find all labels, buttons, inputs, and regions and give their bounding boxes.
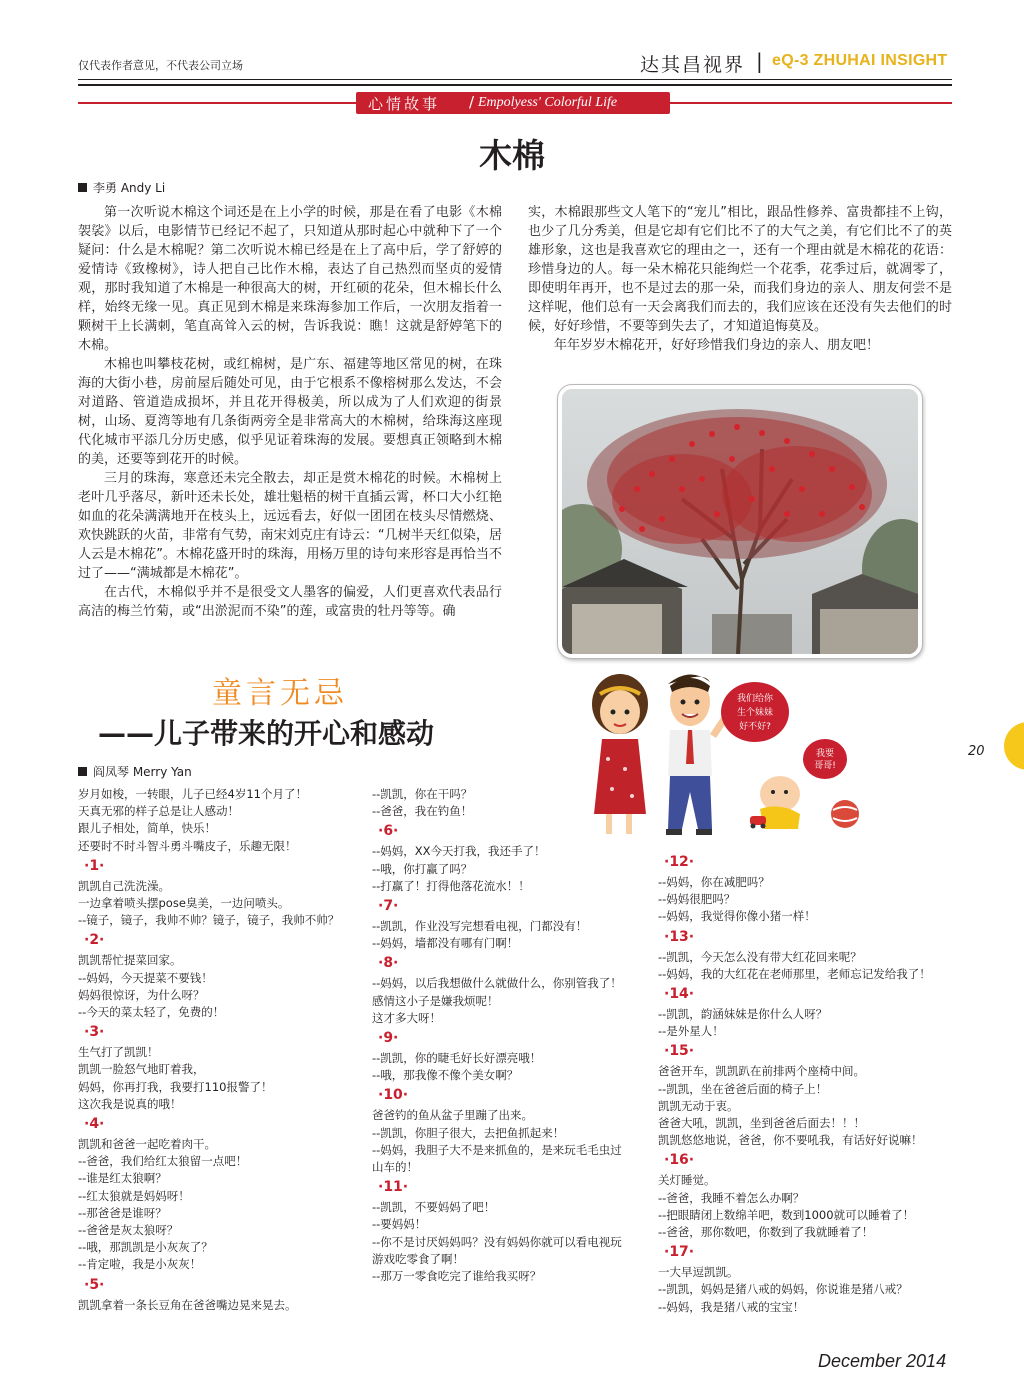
story-number: ·10· <box>378 1087 409 1104</box>
story-byline <box>78 763 192 780</box>
story-line: --要妈妈！ <box>372 1217 427 1232</box>
paragraph: 在古代，木棉似乎并不是很受文人墨客的偏爱，人们更喜欢代表品行高洁的梅兰竹菊，或“出淤泥而不染”的莲，或富贵的牡丹等等。确 <box>78 585 502 619</box>
story-line: 一大早逗凯凯。 <box>658 1265 739 1280</box>
story-number: ·15· <box>664 1043 695 1060</box>
story-line: --妈妈，以后我想做什么就做什么，你别管我了！ <box>372 976 622 991</box>
story-line: --那爸爸是谁呀？ <box>78 1205 167 1220</box>
kapok-tree-image <box>562 389 918 654</box>
story-line: --妈妈，我胆子大不是来抓鱼的，是来玩毛毛虫过 <box>372 1142 622 1157</box>
story-line: --妈妈，墙都没有哪有门啊！ <box>372 936 519 951</box>
story-line: 这才多大呀！ <box>372 1010 441 1025</box>
story-line: --妈妈，我觉得你像小猪一样！ <box>658 909 816 924</box>
paragraph: 三月的珠海，寒意还未完全散去，却正是赏木棉花的时候。木棉树上老叶几乎落尽，新叶还未长处，雄壮魁梧的树干直插云霄，杯口大小红艳如血的花朵满满地开在枝头上，远远看去，好似一团团在枝头尽情燃烧、欢快跳跃的火苗，非常有气势，南宋刘克庄有诗云：“几树半天红似染，居人云是木棉花”。木棉花盛开时的珠海，用杨万里的诗句来形容是再恰当不过了——“满城都是木棉花”。 <box>78 471 502 581</box>
story-line: 凯凯悠悠地说，爸爸，你不要吼我，有话好好说嘛！ <box>658 1133 923 1148</box>
issue-date: December 2014 <box>818 1351 947 1371</box>
story-title: 童言无忌 <box>212 676 348 711</box>
story-line: 爸爸开车，凯凯趴在前排两个座椅中间。 <box>658 1064 865 1079</box>
story-number: ·14· <box>664 986 695 1003</box>
author-name: 李勇 Andy Li <box>93 181 166 195</box>
story-line: 一边拿着喷头摆pose臭美，一边问喷头。 <box>78 896 290 911</box>
story-number: ·16· <box>664 1152 695 1169</box>
story-line: --今天的菜太轻了，免费的！ <box>78 1005 225 1020</box>
paragraph: 实，木棉跟那些文人笔下的“宠儿”相比，跟品性修养、富贵都挂不上钩，也少了几分秀美，但是它却有它们比不了的大气之美，有它们比不了的英雄形象，这也是我喜欢它的理由之一，还有一个理由就是木棉花的花语：珍惜身边的人。每一朵木棉花只能绚烂一个花季，花季过后，就凋零了，即使明年再开，也不是过去的那一朵，而我们身边的亲人、朋友何尝不是这样呢，他们总有一天会离我们而去的，我们应该在还没有失去他们的时候，好好珍惜，不要等到失去了，才知道追悔莫及。 <box>528 205 952 334</box>
story-line: 凯凯帮忙提菜回家。 <box>78 953 182 968</box>
paragraph: 第一次听说木棉这个词还是在上小学的时候，那是在看了电影《木棉袈裟》以后，电影情节已经记不起了，只知道从那时起心中就种下了一个疑问：什么是木棉呢？第二次听说木棉已经是在上了高中后，学了舒婷的爱情诗《致橡树》，诗人把自己比作木棉，表达了自己热烈而坚贞的爱情观，那时我知道了木棉是一种很高大的树，开红硕的花朵，但木棉长什么样，始终无缘一见。真正见到木棉是来珠海参加工作后，一次朋友指着一颗树干上长满刺，笔直高耸入云的树，告诉我说：瞧！这就是舒婷笔下的木棉。 <box>78 205 502 353</box>
story-line: --哦，那凯凯是小灰灰了？ <box>78 1240 213 1255</box>
story-line: --肯定啦，我是小灰灰！ <box>78 1257 202 1272</box>
story-line: 这次我是说真的哦！ <box>78 1096 182 1111</box>
story-line: --妈妈，今天提菜不要钱！ <box>78 970 213 985</box>
story-number: ·8· <box>378 955 399 972</box>
qa-column-1 <box>78 786 368 1314</box>
story-line: --妈妈很肥吗？ <box>658 892 736 907</box>
story-line: --凯凯，作业没写完想看电视，门都没有！ <box>372 919 588 934</box>
story-number: ·4· <box>84 1116 105 1133</box>
story-line: --凯凯，妈妈是猪八戒的妈妈，你说谁是猪八戒？ <box>658 1282 908 1297</box>
story-line: --打赢了！打得他落花流水！！ <box>372 878 530 893</box>
story-line: --凯凯，坐在爸爸后面的椅子上！ <box>658 1081 828 1096</box>
story-line: --妈妈，XX今天打我，我还手了！ <box>372 844 546 859</box>
story-line: --哦，你打赢了吗？ <box>372 861 473 876</box>
bubble-text: 哥哥! <box>814 761 836 771</box>
kapok-tree-photo <box>558 385 922 658</box>
story-line: 凯凯和爸爸一起吃着肉干。 <box>78 1137 216 1152</box>
story-line: 妈妈，你再打我，我要打110报警了！ <box>78 1079 273 1094</box>
header-rule-thin <box>78 79 952 80</box>
story-line: --红太狼就是妈妈呀！ <box>78 1188 190 1203</box>
story-line: 山车的！ <box>372 1160 418 1175</box>
story-line: --把眼睛闭上数绵羊吧，数到1000就可以睡着了！ <box>658 1207 915 1222</box>
story-line: --镜子，镜子，我帅不帅？镜子，镜子，我帅不帅？ <box>78 913 340 928</box>
story-number: ·12· <box>664 854 695 870</box>
story-line: 爸爸钓的鱼从盆子里蹦了出来。 <box>372 1108 533 1123</box>
story-line: 跟儿子相处，简单，快乐！ <box>78 821 216 836</box>
story-line: --凯凯，你胆子很大，去把鱼抓起来！ <box>372 1125 565 1140</box>
story-line: 生气打了凯凯！ <box>78 1045 159 1060</box>
bubble-text: 我要 <box>815 749 835 759</box>
story-line: --谁是红太狼啊？ <box>78 1171 167 1186</box>
page-number: 20 <box>968 744 985 759</box>
magazine-title-cn: 达其昌视界 <box>640 54 746 76</box>
section-rule-right <box>668 102 952 104</box>
magazine-title-en: eQ-3 ZHUHAI INSIGHT <box>772 52 948 69</box>
story-line: --爸爸，那你数吧，你数到了我就睡着了！ <box>658 1225 874 1240</box>
story-number: ·17· <box>664 1244 695 1261</box>
section-title-en: Empolyess' Colorful Life <box>478 95 618 110</box>
story-number: ·2· <box>84 932 105 949</box>
story-line: --爸爸是灰太狼呀？ <box>78 1223 179 1238</box>
story-line: --爸爸，我们给红太狼留一点吧！ <box>78 1154 248 1169</box>
story-line: 还要时不时斗智斗勇斗嘴皮子，乐趣无限！ <box>78 838 297 853</box>
story-line: --凯凯，你的睫毛好长好漂亮哦！ <box>372 1051 542 1066</box>
story-line: 岁月如梭，一转眼，儿子已经4岁11个月了！ <box>78 787 307 801</box>
qa-column-2 <box>372 786 652 1285</box>
article-byline <box>78 179 165 196</box>
story-line: 游戏吃零食了啊！ <box>372 1251 464 1266</box>
paragraph: 年年岁岁木棉花开，好好珍惜我们身边的亲人、朋友吧！ <box>554 338 880 353</box>
story-subtitle: ——儿子带来的开心和感动 <box>98 717 435 750</box>
article-column-right <box>528 203 952 355</box>
section-title-cn: 心情故事 <box>368 95 441 113</box>
story-number: ·7· <box>378 898 399 915</box>
story-number: ·3· <box>84 1024 105 1041</box>
section-rule-left <box>78 102 358 104</box>
story-line: --是外星人！ <box>658 1024 724 1039</box>
qa-column-3 <box>658 851 954 1316</box>
bubble-text: 我们给你 <box>736 694 774 704</box>
story-number: ·11· <box>378 1179 409 1196</box>
section-title-separator: / <box>469 93 475 111</box>
story-line: 凯凯一脸怒气地盯着我， <box>78 1062 205 1077</box>
story-line: --哦，那我像不像个美女啊？ <box>372 1068 519 1083</box>
disclaimer: 仅代表作者意见，不代表公司立场 <box>78 59 243 72</box>
article-title: 木棉 <box>479 136 545 175</box>
story-number: ·6· <box>378 823 399 840</box>
story-line: --凯凯，韵涵妹妹是你什么人呀？ <box>658 1007 828 1022</box>
story-line: --爸爸，我在钓鱼！ <box>372 804 473 819</box>
story-line: --凯凯，你在干吗？ <box>372 787 473 801</box>
story-line: 妈妈很惊讶，为什么呀？ <box>78 987 205 1002</box>
story-line: --那万一零食吃完了谁给我买呀？ <box>372 1269 542 1284</box>
story-number: ·9· <box>378 1030 399 1047</box>
byline-square-icon <box>78 183 87 192</box>
story-line: --凯凯，今天怎么没有带大红花回来呢？ <box>658 949 862 964</box>
story-line: --妈妈，你在减肥吗？ <box>658 875 770 889</box>
byline-square-icon <box>78 767 87 776</box>
story-line: 凯凯拿着一条长豆角在爸爸嘴边晃来晃去。 <box>78 1297 297 1312</box>
story-number: ·1· <box>84 857 105 874</box>
story-line: --妈妈，我的大红花在老师那里，老师忘记发给我了！ <box>658 966 931 981</box>
author-name: 阎凤琴 Merry Yan <box>93 765 192 779</box>
story-line: --妈妈，我是猪八戒的宝宝！ <box>658 1299 805 1314</box>
story-line: --爸爸，我睡不着怎么办啊？ <box>658 1190 805 1205</box>
masthead-separator: | <box>756 49 763 73</box>
story-number: ·5· <box>84 1276 105 1293</box>
article-column-left <box>78 203 502 621</box>
bubble-text: 生个妹妹 <box>736 708 774 718</box>
story-line: 凯凯自己洗洗澡。 <box>78 878 170 893</box>
story-line: 爸爸大吼，凯凯，坐到爸爸后面去！！！ <box>658 1116 865 1131</box>
page-tab <box>1004 722 1024 770</box>
paragraph: 木棉也叫攀枝花树，或红棉树，是广东、福建等地区常见的树，在珠海的大街小巷，房前屋后随处可见，由于它根系不像榕树那么发达，不会对道路、管道造成损坏，并且花开得极美，所以成为了人们欢迎的街景树，山场、夏湾等地有几条街两旁全是非常高大的木棉树，给珠海这座现代化城市平添几分历史感，似乎见证着珠海的发展。要想真正领略到木棉的美，还要等到花开的时候。 <box>78 357 502 467</box>
story-line: 天真无邪的样子总是让人感动！ <box>78 804 239 819</box>
story-line: 关灯睡觉。 <box>658 1173 716 1188</box>
story-line: 凯凯无动于衷。 <box>658 1098 739 1113</box>
story-line: 感情这小子是嫌我烦呢！ <box>372 993 499 1008</box>
bubble-text: 好不好? <box>739 722 771 732</box>
story-line: --你不是讨厌妈妈吗？没有妈妈你就可以看电视玩 <box>372 1234 622 1249</box>
story-number: ·13· <box>664 928 695 945</box>
story-line: --凯凯，不要妈妈了吧！ <box>372 1200 496 1215</box>
header-rule-thick <box>78 84 952 86</box>
